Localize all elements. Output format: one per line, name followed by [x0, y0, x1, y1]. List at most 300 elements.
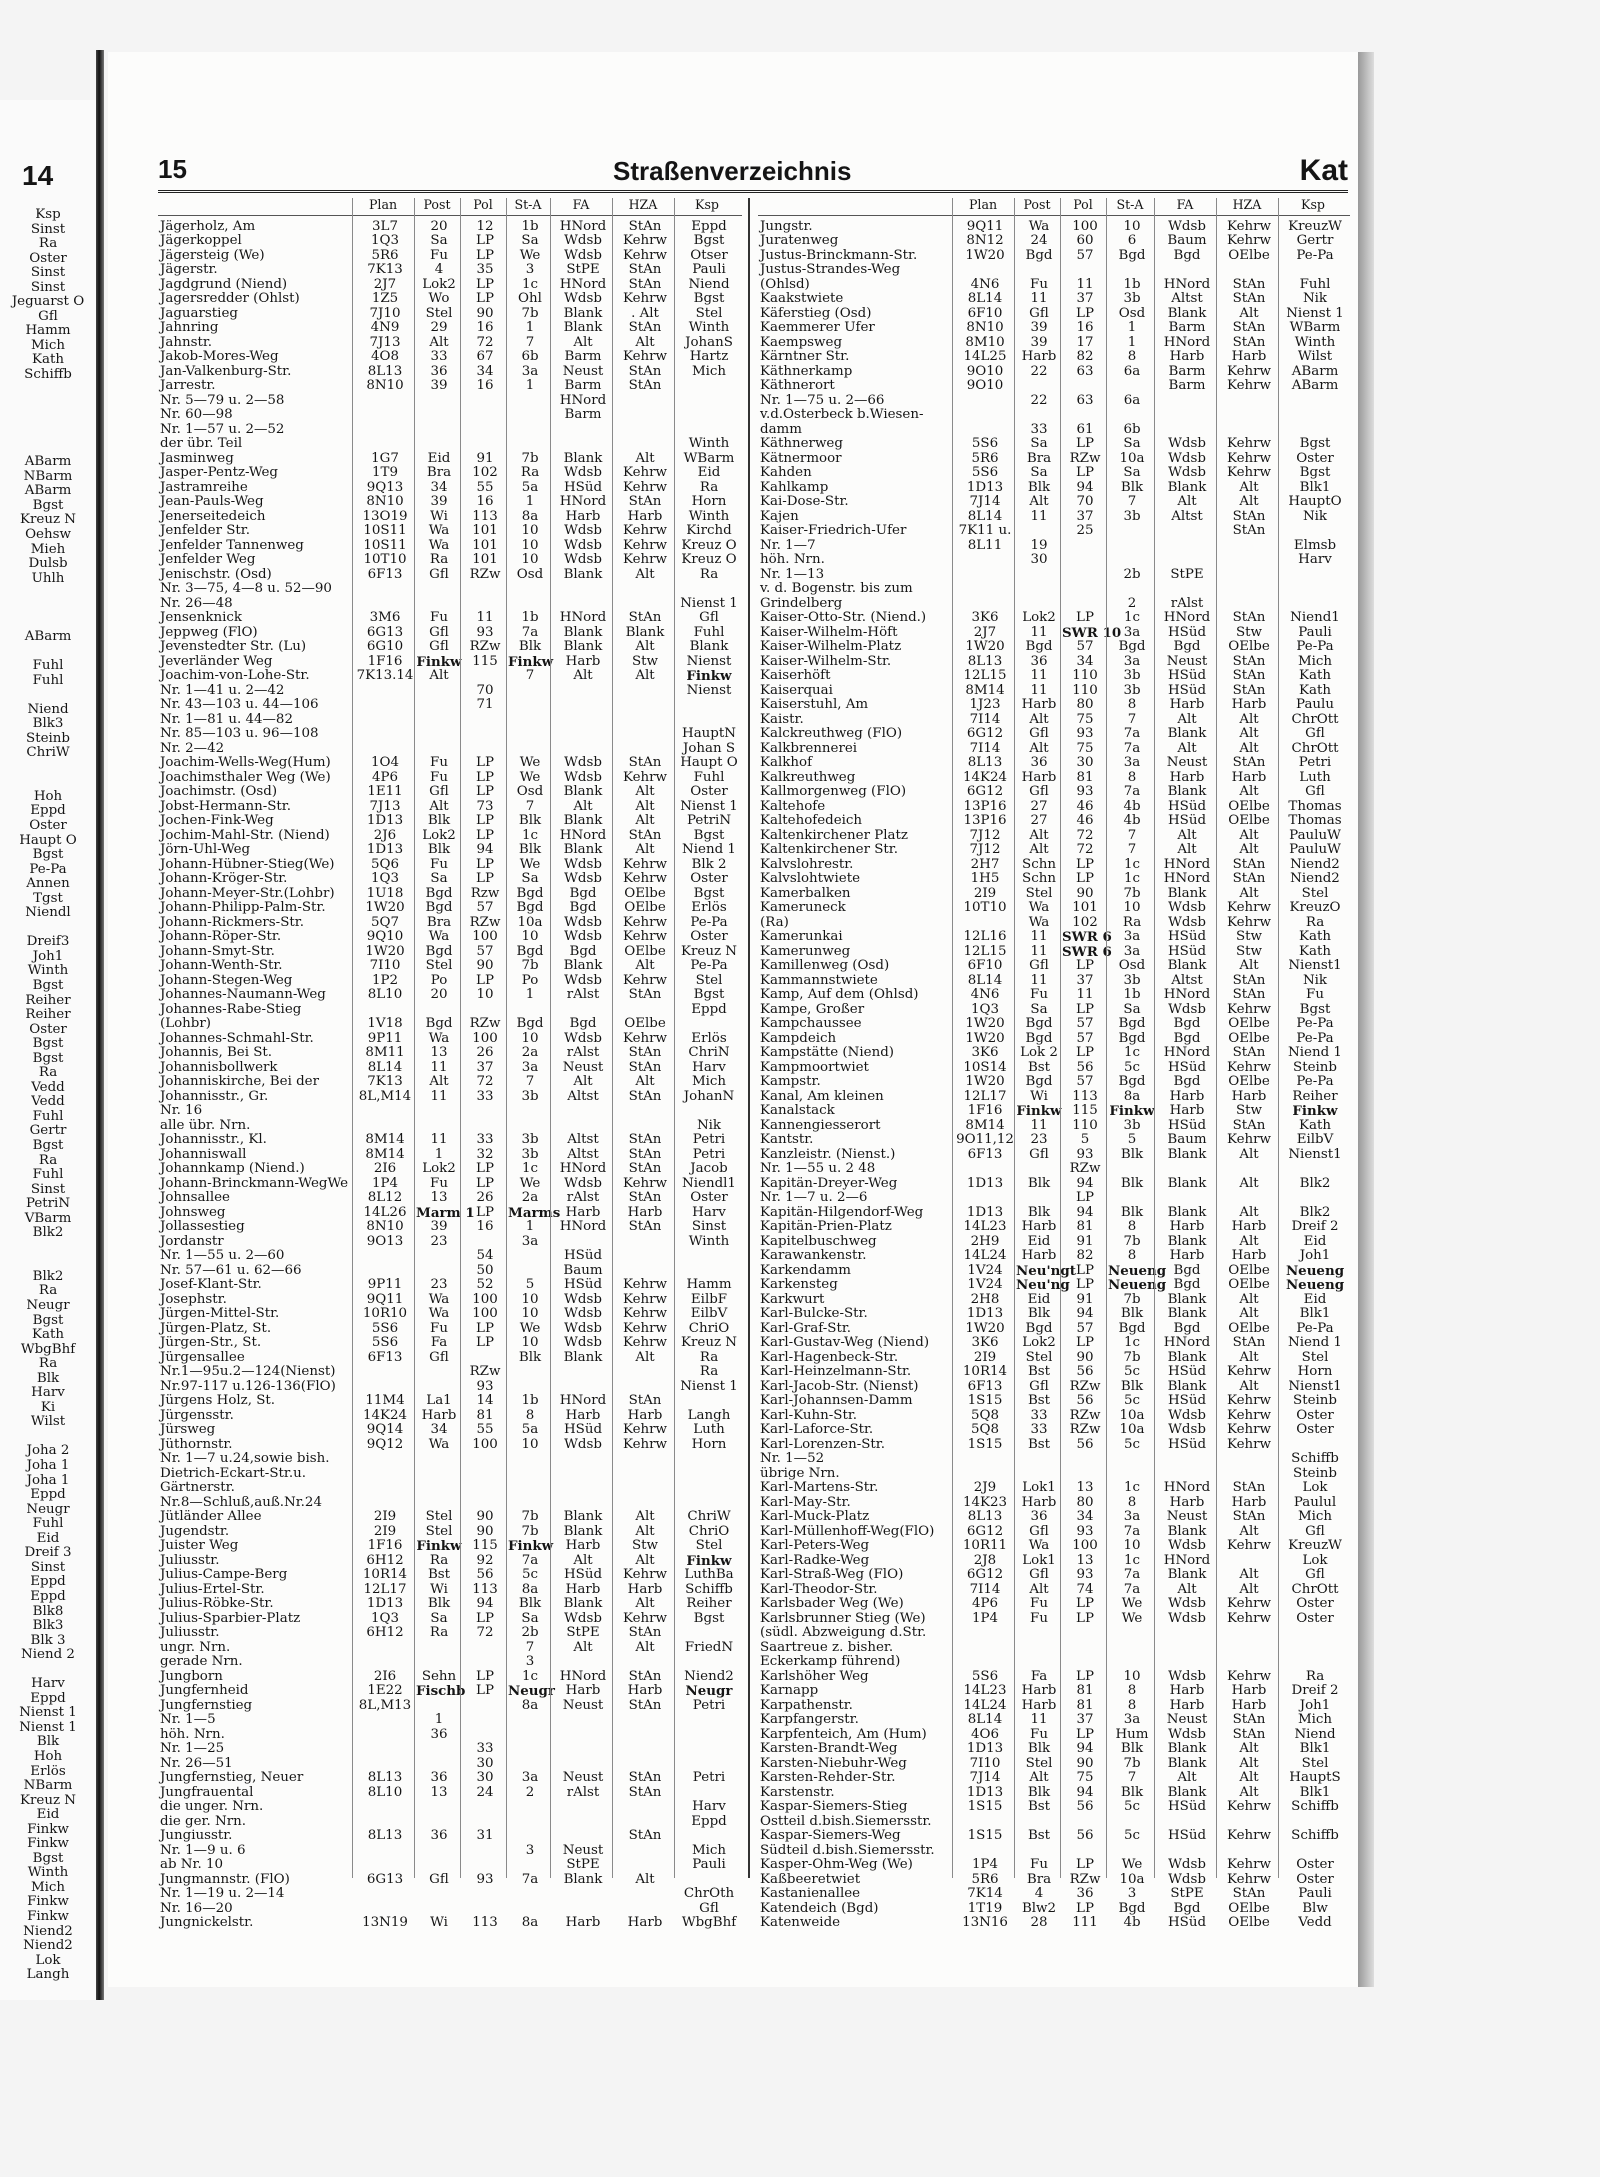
cell: Ra: [1305, 1668, 1325, 1684]
cell: Neueng: [1285, 1277, 1345, 1293]
cell: [416, 1365, 462, 1380]
table-row: [758, 930, 1350, 945]
cell: Thomas: [1288, 798, 1342, 814]
cell: HauptN: [682, 726, 736, 741]
cell: 11: [1076, 987, 1094, 1002]
table-row: [758, 1844, 1350, 1859]
cell: 1S15: [967, 1436, 1003, 1452]
cell: 14: [476, 1393, 494, 1408]
left-page-entry: [4, 426, 92, 441]
table-row: [158, 234, 742, 249]
cell: Kehrw: [622, 914, 668, 930]
table-row: [758, 1728, 1350, 1743]
street-name: Nr. 1—52: [760, 1451, 825, 1466]
table-row: [758, 321, 1350, 336]
cell: rAlst: [566, 1784, 600, 1800]
cell: [1062, 582, 1108, 597]
street-name: Kamillenweg (Osd): [760, 958, 890, 973]
street-name: Karpfenteich, Am (Hum): [760, 1726, 927, 1742]
cell: Kehrw: [1226, 218, 1272, 234]
cell: Stel: [1301, 885, 1329, 901]
cell: StPE: [566, 262, 600, 277]
cell: Harb: [1231, 349, 1267, 364]
left-page-entry: NBarm: [23, 1778, 73, 1794]
cell: Alt: [1177, 842, 1197, 857]
table-row: [158, 1510, 742, 1525]
cell: [416, 727, 462, 742]
cell: 7a: [1123, 726, 1141, 741]
street-name: Jenerseitedeich: [160, 508, 266, 524]
cell: [614, 1249, 676, 1264]
table-row: [158, 1873, 742, 1888]
cell: Harv: [692, 1799, 726, 1814]
street-name: Karl-Peters-Weg: [760, 1538, 870, 1553]
cell: 5S6: [971, 436, 999, 451]
left-page-entry: Bgst: [32, 1138, 64, 1153]
street-name: Kampstr.: [760, 1074, 821, 1089]
cell: [508, 408, 552, 423]
cell: Harb: [1021, 1219, 1057, 1234]
street-name: Johann-Hübner-Stieg(We): [160, 856, 335, 872]
cell: Wdsb: [1168, 1596, 1206, 1611]
street-name: Jollassestieg: [160, 1219, 245, 1234]
street-name: Jenfelder Tannenweg: [160, 537, 304, 553]
cell: [416, 582, 462, 597]
cell: [676, 1786, 742, 1801]
cell: [552, 713, 614, 728]
cell: Alt: [1177, 1581, 1197, 1597]
street-name: Kampstätte (Niend): [760, 1045, 895, 1060]
cell: 5a: [521, 1422, 539, 1437]
street-name: Johnsallee: [160, 1190, 230, 1205]
cell: [676, 1264, 742, 1279]
cell: 7J12: [969, 827, 1001, 843]
cell: 100: [1072, 1538, 1098, 1553]
street-name: Jasper-Pentz-Weg: [160, 465, 278, 480]
cell: Gfl: [1029, 784, 1049, 799]
street-name: Jeppweg (FlO): [160, 624, 258, 640]
cell: 81: [1076, 1697, 1094, 1713]
cell: Blk: [427, 842, 451, 857]
table-row: [758, 1104, 1350, 1119]
cell: [552, 1728, 614, 1743]
table-row: [758, 1075, 1350, 1090]
cell: 10a: [517, 914, 543, 930]
cell: Blk: [518, 813, 542, 828]
table-row: [158, 553, 742, 568]
left-page-entry: Bgst: [32, 497, 64, 513]
cell: HNord: [559, 1161, 607, 1176]
cell: 4P6: [371, 769, 399, 785]
cell: 102: [472, 465, 498, 480]
cell: Wdsb: [1168, 465, 1206, 480]
cell: Gfl: [1305, 1523, 1325, 1539]
cell: 36: [1030, 1509, 1048, 1524]
column-header: [158, 198, 352, 213]
street-name: Kalkreuthweg: [760, 769, 856, 785]
cell: Kehrw: [1226, 1799, 1272, 1814]
cell: Sa: [1030, 465, 1048, 480]
street-name: Kamerunweg: [760, 943, 851, 959]
cell: [552, 1481, 614, 1496]
cell: [1016, 1626, 1062, 1641]
table-row: [158, 1655, 742, 1670]
left-page-entry: Ra: [38, 1283, 58, 1299]
street-name: Jägerkoppel: [160, 233, 242, 248]
cell: Wi: [430, 508, 448, 524]
cell: 9P11: [367, 1277, 403, 1292]
table-row: [158, 1264, 742, 1279]
cell: Oster: [1296, 1610, 1334, 1626]
cell: [416, 713, 462, 728]
cell: 11: [476, 610, 494, 625]
cell: LP: [476, 1683, 494, 1698]
cell: [552, 582, 614, 597]
cell: 100: [472, 1436, 498, 1452]
cell: [354, 1452, 416, 1467]
cell: rAlst: [566, 1190, 600, 1205]
street-name: Kaltehofedeich: [760, 813, 863, 828]
cell: 7I14: [969, 1581, 1001, 1597]
cell: [614, 1757, 676, 1772]
cell: Niend 1: [1288, 1335, 1342, 1350]
cell: Oster: [1296, 1407, 1334, 1423]
cell: [1062, 568, 1108, 583]
cell: Pauli: [692, 262, 726, 277]
cell: [354, 1467, 416, 1482]
cell: [954, 408, 1016, 423]
cell: [462, 1699, 508, 1714]
cell: [416, 1003, 462, 1018]
cell: Blk: [518, 639, 542, 654]
left-page-entry: Vedd: [31, 1079, 65, 1095]
cell: Blk: [427, 813, 451, 828]
street-name: Karkwurt: [760, 1291, 825, 1307]
street-name: Jürgens Holz, St.: [160, 1393, 276, 1408]
cell: Kehrw: [1226, 378, 1272, 393]
cell: 1: [434, 1712, 444, 1727]
table-row: [758, 307, 1350, 322]
table-row: [158, 1858, 742, 1873]
cell: [954, 1467, 1016, 1482]
cell: [614, 1858, 676, 1873]
column-header: Ksp: [695, 197, 719, 212]
cell: Neugr: [685, 1683, 733, 1699]
cell: [1108, 1467, 1156, 1482]
table-row: [758, 1235, 1350, 1250]
cell: 12: [476, 218, 494, 234]
cell: Bgd: [1173, 1074, 1201, 1089]
cell: Eid: [427, 450, 451, 466]
cell: [354, 597, 416, 612]
column-rule: [414, 198, 415, 1878]
street-name: Kajen: [760, 508, 799, 524]
cell: Alt: [1239, 479, 1259, 495]
cell: Harb: [1169, 1219, 1205, 1234]
cell: 1S15: [967, 1828, 1003, 1843]
cell: Kehrw: [622, 871, 668, 886]
left-page-entry: Bgst: [32, 847, 64, 863]
cell: Kirchd: [686, 523, 732, 538]
cell: 5: [525, 1277, 535, 1292]
street-name: Jüthornstr.: [160, 1436, 233, 1452]
left-page-entry: Finkw: [27, 1894, 69, 1910]
cell: Wdsb: [564, 1306, 602, 1321]
cell: Alt: [1239, 784, 1259, 799]
cell: Pauli: [692, 1857, 726, 1872]
street-name: Jevenstedter Str. (Lu): [160, 639, 307, 654]
cell: [462, 1713, 508, 1728]
cell: Kehrw: [622, 1610, 668, 1626]
cell: Alt: [1239, 1755, 1259, 1771]
cell: 8a: [1123, 1088, 1141, 1104]
street-name: v. d. Bogenstr. bis zum: [760, 581, 913, 596]
street-name: Kalkhof: [760, 755, 813, 770]
cell: [614, 1481, 676, 1496]
cell: Winth: [1294, 334, 1336, 350]
cell: Winth: [688, 320, 730, 335]
cell: [416, 1380, 462, 1395]
cell: Harb: [565, 1538, 601, 1553]
cell: 27: [1030, 813, 1048, 828]
cell: [1062, 1655, 1108, 1670]
cell: 93: [476, 1871, 494, 1887]
cell: [676, 1452, 742, 1467]
cell: [416, 1264, 462, 1279]
cell: 9Q13: [366, 479, 404, 495]
cell: ChrOtt: [1291, 1581, 1339, 1597]
left-page-entry: Nienst 1: [19, 1719, 77, 1735]
cell: 2J9: [973, 1480, 997, 1495]
street-name: Karsten-Rehder-Str.: [760, 1770, 896, 1785]
cell: RZw: [469, 1016, 501, 1031]
cell: 4N6: [970, 276, 1000, 292]
cell: StAn: [1232, 276, 1266, 292]
street-name: Karl-Johannsen-Damm: [760, 1393, 913, 1408]
street-name: Karl-Radke-Weg: [760, 1552, 870, 1568]
cell: Niend 1: [682, 842, 736, 857]
table-row: [758, 1481, 1350, 1496]
cell: Bgd: [1118, 1074, 1146, 1089]
cell: 7: [1127, 827, 1137, 843]
cell: Bgst: [693, 1610, 725, 1626]
cell: [676, 1104, 742, 1119]
cell: 3b: [1123, 1117, 1141, 1133]
cell: 8M14: [965, 1117, 1005, 1133]
cell: Alt: [635, 450, 655, 466]
cell: [462, 1481, 508, 1496]
cell: Blk: [1120, 1204, 1144, 1220]
cell: Wi: [430, 1581, 448, 1597]
table-row: [758, 278, 1350, 293]
table-row: [158, 1148, 742, 1163]
cell: HSüd: [1167, 813, 1207, 828]
cell: Alt: [1239, 1378, 1259, 1394]
cell: 8N10: [366, 378, 404, 393]
cell: 7K11 u.: [958, 523, 1012, 538]
cell: [1016, 408, 1062, 423]
table-row: [158, 263, 742, 278]
street-name: Käthnerweg: [760, 436, 843, 451]
cell: Wdsb: [564, 523, 602, 538]
left-page-entry: WbgBhf: [20, 1341, 76, 1357]
cell: 1G7: [371, 450, 399, 466]
cell: HSüd: [563, 1277, 603, 1292]
street-name: Nr. 1—81 u. 44—82: [160, 711, 293, 727]
cell: 110: [1072, 682, 1098, 698]
cell: Kath: [1299, 682, 1331, 698]
cell: Blank: [1167, 1567, 1207, 1582]
cell: 39: [430, 1219, 448, 1234]
cell: Marms: [508, 1204, 561, 1221]
cell: 36: [1030, 755, 1048, 770]
cell: 56: [1076, 1828, 1094, 1843]
cell: [676, 1713, 742, 1728]
street-name: Kampdeich: [760, 1030, 837, 1046]
street-name: Jütländer Allee: [160, 1509, 262, 1524]
cell: StAn: [628, 494, 662, 509]
cell: 10a: [1119, 1407, 1145, 1423]
cell: 1S15: [967, 1799, 1003, 1814]
cell: 13O19: [362, 508, 408, 524]
cell: Bra: [1026, 1871, 1052, 1887]
cell: 3: [525, 1842, 535, 1858]
cell: 14L23: [963, 1683, 1007, 1698]
street-name: Johannisstr., Kl.: [160, 1132, 267, 1147]
cell: Alt: [1239, 958, 1259, 973]
cell: Bgst: [1299, 436, 1331, 451]
cell: LP: [1076, 1190, 1094, 1205]
cell: Elmsb: [1293, 537, 1337, 553]
cell: [552, 423, 614, 438]
cell: Alt: [1239, 1175, 1259, 1191]
cell: Kehrw: [1226, 465, 1272, 480]
cell: StAn: [1232, 871, 1266, 886]
table-row: [158, 481, 742, 496]
cell: 7J13: [369, 334, 401, 350]
cell: Bgd: [425, 1016, 453, 1031]
cell: 90: [476, 958, 494, 973]
cell: [1280, 263, 1350, 278]
cell: Ohl: [518, 291, 542, 306]
cell: 37: [1076, 508, 1094, 524]
cell: HNord: [1163, 1335, 1211, 1350]
cell: We: [519, 247, 541, 263]
cell: 7: [525, 1074, 535, 1089]
cell: Alt: [1239, 1146, 1259, 1162]
cell: [462, 1887, 508, 1902]
cell: 10: [521, 1306, 539, 1321]
cell: 1W20: [965, 1074, 1005, 1089]
cell: 6F13: [367, 566, 403, 582]
table-row: [158, 1626, 742, 1641]
cell: [1218, 539, 1280, 554]
cell: HSüd: [1167, 1117, 1207, 1133]
cell: 14L24: [963, 1248, 1007, 1263]
cell: 22: [1030, 363, 1048, 379]
cell: Bgd: [1173, 1320, 1201, 1336]
cell: Alt: [635, 1639, 655, 1655]
table-row: [758, 1699, 1350, 1714]
cell: Harb: [1169, 349, 1205, 364]
table-row: [758, 1829, 1350, 1844]
street-name: Kalvslohtwiete: [760, 871, 861, 886]
cell: 55: [476, 1422, 494, 1437]
cell: [676, 1017, 742, 1032]
cell: Kehrw: [622, 1567, 668, 1582]
cell: Blk2: [1299, 1204, 1331, 1220]
cell: HNord: [559, 1393, 607, 1408]
cell: Langh: [687, 1407, 731, 1423]
cell: EilbV: [1296, 1132, 1334, 1147]
column-rule: [550, 198, 551, 1878]
table-row: [758, 1525, 1350, 1540]
left-page-entry: [4, 397, 92, 412]
cell: Barm: [1168, 363, 1206, 379]
table-row: [158, 1568, 742, 1583]
cell: Alt: [573, 668, 593, 683]
cell: [552, 698, 614, 713]
cell: HNord: [559, 610, 607, 625]
left-page-entry: [4, 601, 92, 616]
table-row: [158, 510, 742, 525]
cell: 1F16: [367, 653, 403, 669]
cell: Blk: [1120, 479, 1144, 495]
cell: 1c: [1123, 1480, 1141, 1495]
cell: 72: [476, 334, 494, 350]
cell: Blank: [1167, 885, 1207, 901]
street-name: Julius-Röbke-Str.: [160, 1596, 274, 1611]
cell: [508, 597, 552, 612]
cell: Blank: [563, 1523, 603, 1539]
cell: [462, 1655, 508, 1670]
cell: [676, 1467, 742, 1482]
cell: [462, 1800, 508, 1815]
cell: 8L13: [967, 653, 1003, 669]
cell: Niend2: [1290, 856, 1340, 872]
cell: Fa: [430, 1335, 448, 1350]
cell: [462, 423, 508, 438]
cell: Kehrw: [622, 1306, 668, 1321]
cell: Ra: [429, 1625, 449, 1640]
cell: [462, 1728, 508, 1743]
cell: Gfl: [699, 610, 719, 625]
cell: 6b: [1123, 421, 1141, 437]
cell: Kehrw: [622, 1335, 668, 1350]
table-row: [158, 1423, 742, 1438]
cell: 1U18: [366, 885, 404, 901]
street-name: Jungfernheid: [160, 1683, 249, 1698]
cell: Finkw: [1016, 1103, 1062, 1119]
cell: 8M14: [365, 1132, 405, 1147]
street-name: Jägersteig (We): [160, 247, 265, 263]
cell: [1218, 263, 1280, 278]
left-page-entry: Neugr: [26, 1501, 70, 1517]
left-page-entry: NBarm: [23, 468, 73, 484]
cell: 5c: [1123, 1393, 1141, 1408]
cell: 1b: [521, 610, 539, 625]
cell: 10S14: [963, 1059, 1007, 1075]
cell: [614, 713, 676, 728]
cell: Kehrw: [622, 1422, 668, 1437]
cell: 10R14: [362, 1567, 408, 1582]
cell: 1: [525, 494, 535, 509]
table-row: [158, 1887, 742, 1902]
cell: 2I9: [373, 1523, 397, 1539]
cell: 7: [525, 1639, 535, 1655]
cell: Blank: [1167, 958, 1207, 973]
cell: Harb: [1021, 769, 1057, 785]
